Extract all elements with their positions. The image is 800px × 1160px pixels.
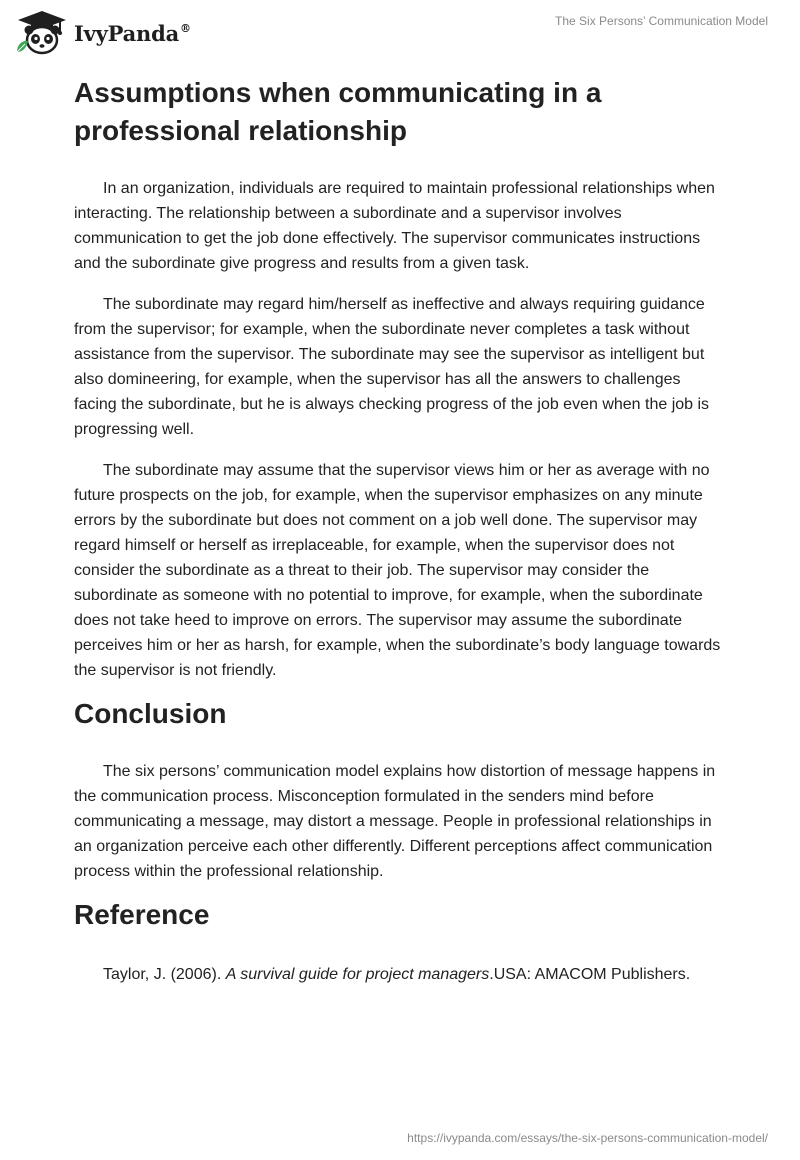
citation-author: Taylor, J. (2006). [103,966,226,983]
logo-text: IvyPanda® [74,20,191,46]
citation-publisher: .USA: AMACOM Publishers. [489,966,691,983]
panda-graduate-icon [14,8,70,56]
paragraph: The subordinate may assume that the supervisor views him or her as average with no future prospects on the job, for example, when the supervisor emphasizes on any minute errors by the subordinate but does not comment on a job well done. The supervisor may regard himself or herself as irreplaceable, for example, when the supervisor does not consider the subordinate as a threat to their job. The supervisor may consider the subordinate as someone with no potential to improve, for example, when the subordinate does not take heed to improve on errors. The supervisor may assume the subordinate perceives him or her as harsh, for example, when the subordinate’s body language towards the supervisor is not friendly. [74,462,721,679]
reference-citation [74,962,724,987]
document-title: The Six Persons’ Communication Model [555,14,768,28]
page-header [0,0,800,70]
essay-content [74,72,724,987]
section-heading-reference: Reference [74,899,210,930]
paragraph: The six persons’ communication model explains how distortion of message happens in the communication process. Misconception formulated in the senders mind before communicating a message, may distort a message. People in professional relationships in an organization perceive each other differently. Different perceptions affect communication process within the professional relationship. [74,763,716,880]
paragraph: The subordinate may regard him/herself as ineffective and always requiring guidance from the supervisor; for example, when the subordinate never completes a task without assistance from the supervisor. The subordinate may see the supervisor as intelligent but also domineering, for example, when the supervisor has all the answers to challenges facing the subordinate, but he is always checking progress of the job even when the job is progressing well. [74,296,710,438]
paragraph: In an organization, individuals are required to maintain professional relationships when interacting. The relationship between a subordinate and a supervisor involves communication to get the job done effectively. The supervisor communicates instructions and the subordinate give progress and results from a given task. [74,180,715,272]
ivypanda-logo[interactable] [14,8,191,56]
section-heading-conclusion: Conclusion [74,698,227,729]
source-url[interactable]: https://ivypanda.com/essays/the-six-persons-communication-model/ [407,1131,768,1145]
citation-title: A survival guide for project managers [225,966,490,983]
section-heading-assumptions: Assumptions when communicating in a professional relationship [74,77,602,146]
